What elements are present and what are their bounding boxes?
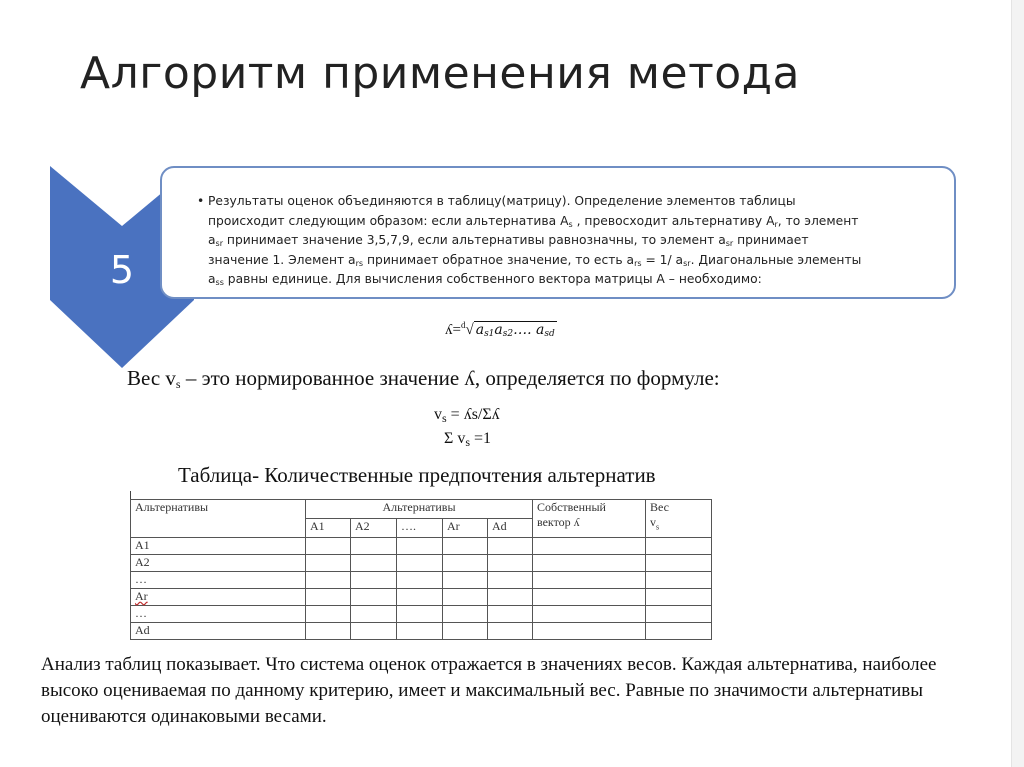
table-row: Ad bbox=[131, 623, 712, 640]
col-ar: Ar bbox=[443, 519, 488, 538]
page-edge bbox=[1011, 0, 1024, 767]
table-row: A1 bbox=[131, 538, 712, 555]
table-row: … bbox=[131, 572, 712, 589]
step-line-2: происходит следующим образом: если альтернатива $A_s$ , превосходит альтернативу $A_r$, то элемент bbox=[208, 213, 859, 229]
col-a2: A2 bbox=[351, 519, 397, 538]
col-a1: A1 bbox=[306, 519, 351, 538]
table-caption: Таблица- Количественные предпочтения альтернатив bbox=[178, 463, 656, 487]
weight-definition: Вес $v_s$ – это нормированное значение ʎ, определяется по формуле: bbox=[127, 366, 720, 391]
header-alternatives-group: Альтернативы bbox=[306, 500, 533, 519]
weight-formula: $v_s$ = ʎs/Σʎ bbox=[434, 406, 500, 425]
step-description bbox=[197, 192, 944, 290]
step-line-3: $a_{sr}$ принимает значение 3,5,7,9, если альтернативы равнозначны, то элемент $a_{sr}$ принимает bbox=[208, 233, 809, 248]
header-eigenvector: Собственный вектор ʎ bbox=[533, 500, 646, 538]
preferences-table bbox=[130, 499, 712, 640]
weight-sum-formula: Σ $v_s =1$ bbox=[444, 430, 492, 449]
lambda-formula: ʎ=$^d$√ $a_{s1}a_{s2}\dots$. $a_{sd}$ bbox=[445, 320, 555, 339]
step-line-5: $a_{ss}$ равны единице. Для вычисления собственного вектора матрицы А – необходимо: bbox=[208, 272, 762, 287]
slide-title: Алгоритм применения метода bbox=[80, 48, 801, 99]
col-ad: Ad bbox=[488, 519, 533, 538]
step-line-1: Результаты оценок объединяются в таблицу(матрицу). Определение элементов таблицы bbox=[208, 194, 796, 208]
table-tick-mark bbox=[130, 491, 131, 499]
bullet: • bbox=[197, 194, 205, 208]
step-line-4: значение 1. Элемент $a_{rs}$ принимает обратное значение, то есть $a_{rs} = 1/$ $a_{sr}$. Диагональные элементы bbox=[208, 252, 862, 268]
header-alternatives: Альтернативы bbox=[131, 500, 306, 538]
col-ellipsis: …. bbox=[397, 519, 443, 538]
table-row: A2 bbox=[131, 555, 712, 572]
table-row: Ar bbox=[131, 589, 712, 606]
step-number: 5 bbox=[109, 248, 135, 292]
table-row: … bbox=[131, 606, 712, 623]
header-weight: Вес $v_s$ bbox=[646, 500, 712, 538]
analysis-paragraph: Анализ таблиц показывает. Что система оценок отражается в значениях весов. Каждая альтернатива, наиболее высоко оцениваемая по данному критерию, имеет и максимальный вес. Равные по значимости альтернативы оцениваются одинаковыми весами. bbox=[41, 654, 937, 727]
